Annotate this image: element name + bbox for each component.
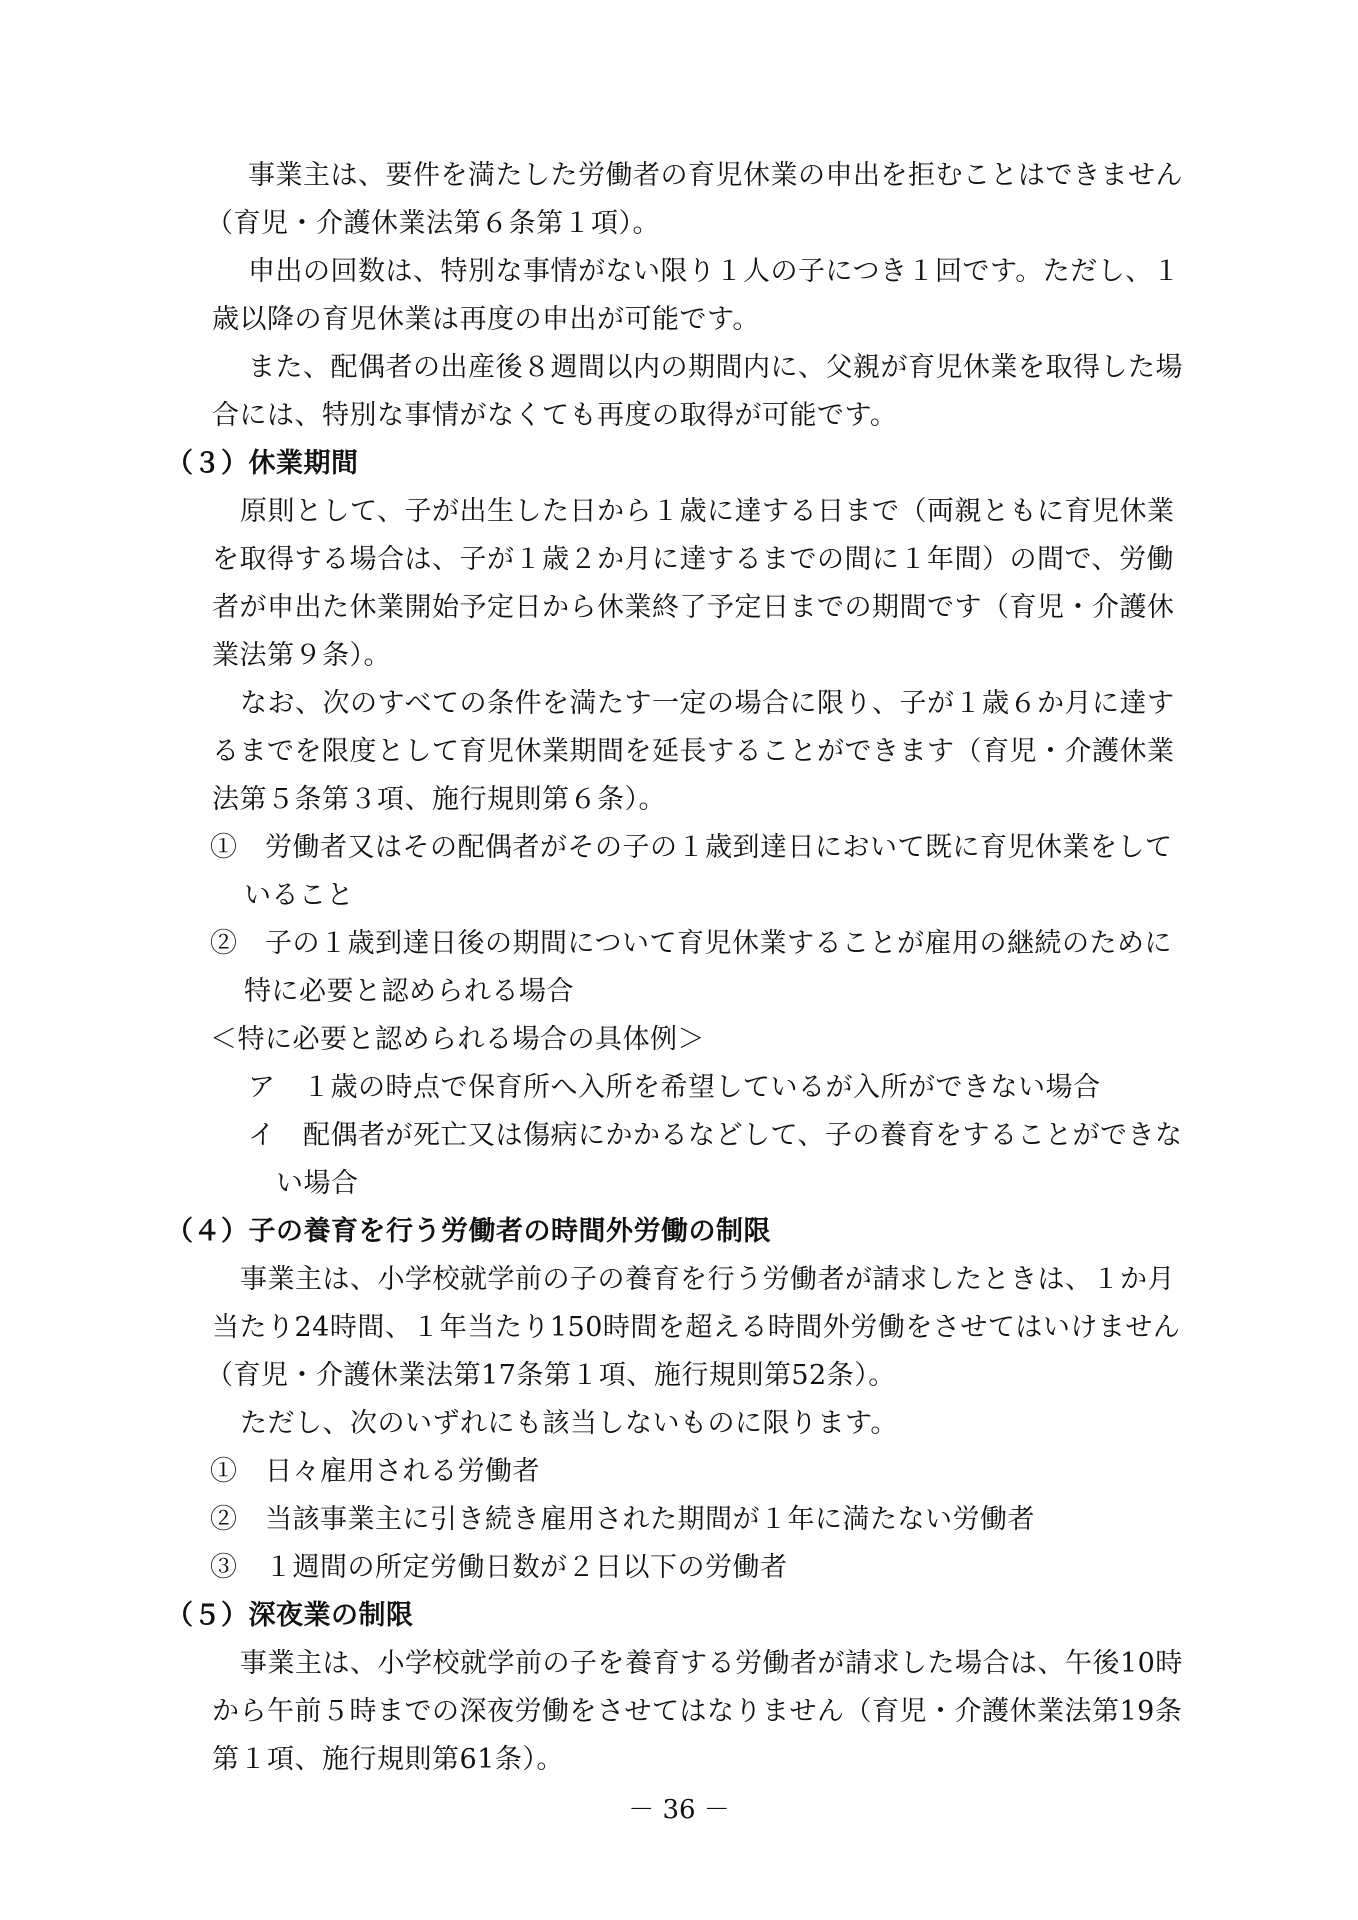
section3-item2-line1: ② 子の１歳到達日後の期間について育児休業することが雇用の継続のために bbox=[210, 928, 1172, 959]
intro-p2-line1: 申出の回数は、特別な事情がない限り１人の子につき１回です。ただし、１ bbox=[248, 256, 1181, 287]
section3-examples-title: ＜特に必要と認められる場合の具体例＞ bbox=[210, 1024, 705, 1055]
section3-p2-line2: るまでを限度として育児休業期間を延長することができます（育児・介護休業 bbox=[212, 736, 1175, 767]
section3-p2-line3: 法第５条第３項、施行規則第６条）。 bbox=[212, 784, 666, 815]
section5-heading: （５）深夜業の制限 bbox=[166, 1600, 414, 1631]
section3-item1-line1: ① 労働者又はその配偶者がその子の１歳到達日において既に育児休業をして bbox=[210, 832, 1173, 863]
section5-p1-line2: から午前５時までの深夜労働をさせてはなりません（育児・介護休業法第19条 bbox=[212, 1696, 1183, 1727]
section5-p1-line1: 事業主は、小学校就学前の子を養育する労働者が請求した場合は、午後10時 bbox=[240, 1648, 1183, 1679]
section4-p2: ただし、次のいずれにも該当しないものに限ります。 bbox=[240, 1408, 898, 1439]
intro-p1-line1: 事業主は、要件を満たした労働者の育児休業の申出を拒むことはできません bbox=[248, 160, 1183, 191]
section3-heading: （３）休業期間 bbox=[166, 448, 359, 479]
section3-p1-line2: を取得する場合は、子が１歳２か月に達するまでの間に１年間）の間で、労働 bbox=[212, 544, 1174, 575]
section3-item1-line2: いること bbox=[244, 880, 354, 911]
section4-p1-line3: （育児・介護休業法第17条第１項、施行規則第52条）。 bbox=[206, 1360, 896, 1391]
intro-p1-line2: （育児・介護休業法第６条第１項）。 bbox=[206, 208, 660, 239]
section3-p1-line3: 者が申出た休業開始予定日から休業終了予定日までの期間です（育児・介護休 bbox=[212, 592, 1175, 623]
section4-p1-line1: 事業主は、小学校就学前の子の養育を行う労働者が請求したときは、１か月 bbox=[240, 1264, 1175, 1295]
section3-item2-line2: 特に必要と認められる場合 bbox=[244, 976, 574, 1007]
section3-p1-line1: 原則として、子が出生した日から１歳に達する日まで（両親ともに育児休業 bbox=[240, 496, 1175, 527]
page-number: － 36 － bbox=[628, 1795, 730, 1825]
section5-p1-line3: 第１項、施行規則第61条）。 bbox=[212, 1744, 564, 1775]
section3-p1-line4: 業法第９条）。 bbox=[212, 640, 391, 671]
intro-p3-line2: 合には、特別な事情がなくても再度の取得が可能です。 bbox=[212, 400, 898, 431]
section4-item2: ② 当該事業主に引き続き雇用された期間が１年に満たない労働者 bbox=[210, 1504, 1035, 1535]
intro-p3-line1: また、配偶者の出産後８週間以内の期間内に、父親が育児休業を取得した場 bbox=[248, 352, 1183, 383]
section4-item1: ① 日々雇用される労働者 bbox=[210, 1456, 540, 1487]
intro-p2-line2: 歳以降の育児休業は再度の申出が可能です。 bbox=[212, 304, 760, 335]
section4-heading: （４）子の養育を行う労働者の時間外労働の制限 bbox=[166, 1216, 771, 1247]
section3-example-a: ア １歳の時点で保育所へ入所を希望しているが入所ができない場合 bbox=[248, 1072, 1101, 1103]
section3-example-i-line2: い場合 bbox=[276, 1168, 359, 1199]
section3-example-i-line1: イ 配偶者が死亡又は傷病にかかるなどして、子の養育をすることができな bbox=[248, 1120, 1183, 1151]
section4-p1-line2: 当たり24時間、１年当たり150時間を超える時間外労働をさせてはいけません bbox=[212, 1312, 1181, 1343]
section3-p2-line1: なお、次のすべての条件を満たす一定の場合に限り、子が１歳６か月に達す bbox=[240, 688, 1175, 719]
section4-item3: ③ １週間の所定労働日数が２日以下の労働者 bbox=[210, 1552, 788, 1583]
